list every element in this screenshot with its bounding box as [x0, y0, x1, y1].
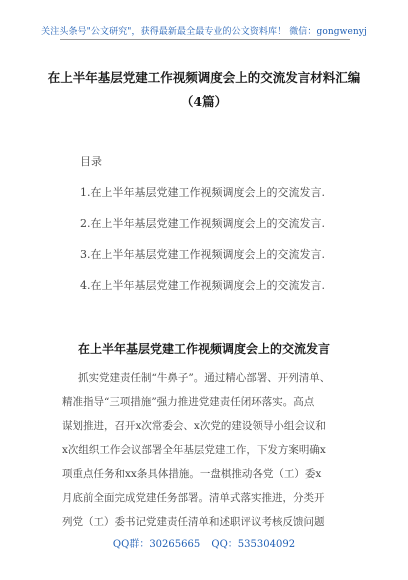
toc-item: 3.在上半年基层党建工作视频调度会上的交流发言. — [80, 248, 325, 261]
paragraph-line: 抓实党建责任制“牛鼻子”。通过精心部署、开列清单、 — [78, 372, 331, 384]
paragraph-line: 列党（工）委书记党建责任清单和述职评议考核反馈问题 — [62, 516, 325, 528]
footer-qq-group: QQ群：30265665 — [112, 539, 201, 550]
toc-item: 1.在上半年基层党建工作视频调度会上的交流发言. — [80, 186, 325, 199]
document-title: 在上半年基层党建工作视频调度会上的交流发言材料汇编 — [47, 70, 361, 85]
toc-item: 4.在上半年基层党建工作视频调度会上的交流发言. — [80, 279, 325, 292]
footer-qq-number: QQ：535304092 — [211, 539, 296, 550]
section-title: 在上半年基层党建工作视频调度会上的交流发言 — [77, 342, 330, 356]
header-divider — [60, 39, 350, 40]
paragraph-line: x次组织工作会议部署全年基层党建工作，下发方案明确x — [62, 444, 326, 456]
paragraph-line: 精准指导“三项措施”强力推进党建责任闭环落实。高点 — [62, 396, 315, 408]
paragraph-line: 月底前全面完成党建任务部署。清单式落实推进，分类开 — [62, 492, 325, 504]
header-banner: 关注头条号"公文研究"，获得最新最全最专业的公文资料库！ 微信：gongwenyj — [41, 27, 367, 37]
paragraph-line: 项重点任务和xx条具体措施。一盘棋推动各党（工）委x — [62, 468, 322, 480]
paragraph-line: 谋划推进，召开x次常委会、x次党的建设领导小组会议和 — [62, 420, 326, 432]
toc-item: 2.在上半年基层党建工作视频调度会上的交流发言. — [80, 217, 325, 230]
document-subtitle: （4篇） — [180, 94, 228, 109]
toc-heading: 目录 — [80, 155, 102, 168]
footer-contact — [0, 535, 408, 550]
